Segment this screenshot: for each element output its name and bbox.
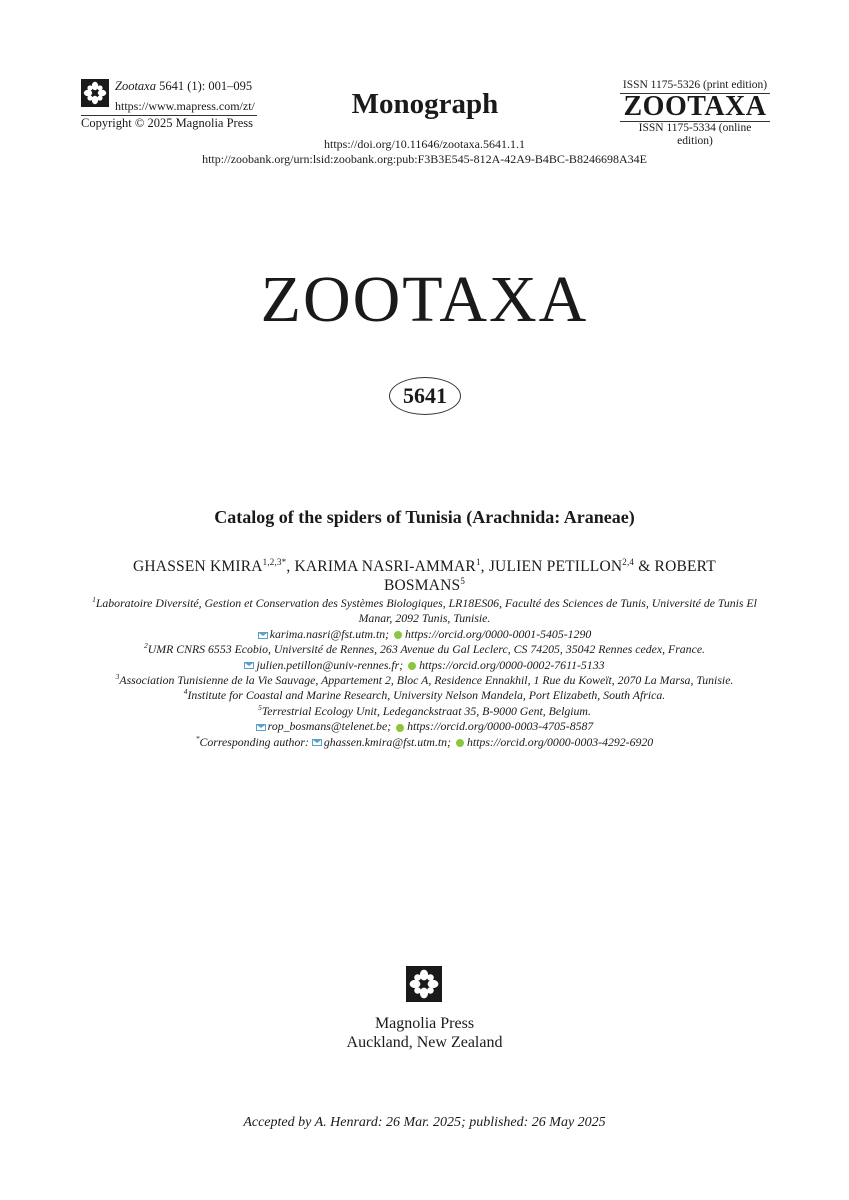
- orcid-icon: [394, 631, 402, 639]
- author-separator: ,: [286, 558, 295, 575]
- corresponding-label: Corresponding author:: [199, 734, 312, 749]
- affiliation-5: [80, 704, 769, 719]
- envelope-icon: [256, 724, 266, 731]
- author-name: GHASSEN KMIRA: [133, 558, 263, 575]
- affiliation-text: UMR CNRS 6553 Ecobio, Université de Rennes, 263 Avenue du Gal Leclerc, CS 74205, 35042 Rennes cedex, France.: [147, 642, 706, 657]
- article-type: Monograph: [351, 88, 499, 120]
- affiliation-sup: 5: [258, 702, 262, 712]
- affiliation-text: Laboratoire Diversité, Gestion et Conservation des Systèmes Biologiques, LR18ES06, Faculté des Sciences de Tunis, Université de Tunis El Manar, 2092 Tunis, Tunisie.: [95, 596, 757, 626]
- corresponding-author: [80, 735, 769, 750]
- journal-url[interactable]: https://www.mapress.com/zt/: [115, 99, 255, 113]
- affiliation-sup: 3: [115, 672, 120, 682]
- author-separator: ,: [480, 558, 489, 575]
- article-title: Catalog of the spiders of Tunisia (Arachnida: Araneae): [214, 507, 635, 527]
- author-separator: &: [634, 558, 655, 575]
- orcid-icon: [408, 662, 416, 670]
- issue-pages: 5641 (1): 001–095: [155, 79, 253, 93]
- affiliation-text: Association Tunisienne de la Vie Sauvage, Appartement 2, Bloc A, Residence Ennakhil, 1 Rue du Koweït, 2070 La Marsa, Tunisie.: [119, 673, 734, 688]
- affiliation-3: [80, 673, 769, 688]
- journal-issue-info: [115, 79, 252, 94]
- author-list: [100, 557, 749, 595]
- zoobank-link[interactable]: http://zoobank.org/urn:lsid:zoobank.org:pub:F3B3E545-812A-42A9-B4BC-B8246698A34E: [202, 152, 647, 166]
- affiliation-2: [80, 642, 769, 657]
- author-affiliation-sup: 1,2,3*: [262, 556, 287, 567]
- author-name: ROBERT BOSMANS: [383, 558, 716, 594]
- issn-print: ISSN 1175-5326 (print edition): [622, 79, 768, 91]
- orcid-link[interactable]: https://orcid.org/0000-0003-4705-8587: [407, 719, 594, 734]
- envelope-icon: [312, 739, 322, 746]
- author-affiliation-sup: 1: [475, 556, 481, 567]
- affiliation-sup: 2: [143, 641, 148, 651]
- affiliation-sup: 4: [183, 687, 188, 697]
- orcid-link[interactable]: https://orcid.org/0000-0001-5405-1290: [405, 626, 592, 641]
- affiliation-5-contact: [80, 719, 769, 734]
- orcid-link[interactable]: https://orcid.org/0000-0003-4292-6920: [466, 734, 654, 749]
- email-link[interactable]: rop_bosmans@telenet.be;: [267, 719, 392, 734]
- email-link[interactable]: julien.petillon@univ-rennes.fr;: [256, 657, 404, 672]
- author-name: KARIMA NASRI-AMMAR: [294, 558, 476, 575]
- envelope-icon: [244, 662, 254, 669]
- journal-name-italic: Zootaxa: [115, 79, 156, 93]
- acceptance-dates: Accepted by A. Henrard: 26 Mar. 2025; published: 26 May 2025: [243, 1115, 606, 1130]
- journal-brand: ZOOTAXA: [623, 91, 767, 122]
- issn-online: ISSN 1175-5334 (online edition): [638, 122, 752, 147]
- publisher-location: Auckland, New Zealand: [346, 1034, 503, 1051]
- orcid-icon: [396, 724, 404, 732]
- magnolia-logo-icon: [406, 966, 442, 1002]
- copyright-notice: Copyright © 2025 Magnolia Press: [81, 116, 253, 130]
- affiliation-1-contact: [80, 627, 769, 642]
- affiliation-1: [80, 596, 769, 627]
- affiliation-2-contact: [80, 658, 769, 673]
- email-link[interactable]: karima.nasri@fst.utm.tn;: [269, 626, 390, 641]
- corresponding-sup: *: [195, 733, 200, 743]
- envelope-icon: [258, 632, 268, 639]
- doi-link[interactable]: https://doi.org/10.11646/zootaxa.5641.1.1: [324, 137, 525, 151]
- affiliation-sup: 1: [92, 595, 96, 605]
- issue-number: 5641: [389, 377, 461, 415]
- affiliation-text: Terrestrial Ecology Unit, Ledeganckstraat 35, B-9000 Gent, Belgium.: [261, 703, 591, 718]
- author-affiliation-sup: 2,4: [622, 556, 635, 567]
- orcid-icon: [456, 739, 464, 747]
- magnolia-logo-icon: [81, 79, 109, 107]
- orcid-link[interactable]: https://orcid.org/0000-0002-7611-5133: [419, 657, 605, 672]
- affiliation-4: [80, 688, 769, 703]
- affiliations-block: [80, 596, 769, 750]
- author-affiliation-sup: 5: [460, 575, 466, 586]
- email-link[interactable]: ghassen.kmira@fst.utm.tn;: [323, 734, 452, 749]
- journal-title: ZOOTAXA: [260, 263, 589, 336]
- author-name: JULIEN PETILLON: [488, 558, 623, 575]
- publisher-name: Magnolia Press: [374, 1015, 475, 1032]
- affiliation-text: Institute for Coastal and Marine Research, University Nelson Mandela, Port Elizabeth, South Africa.: [187, 688, 666, 703]
